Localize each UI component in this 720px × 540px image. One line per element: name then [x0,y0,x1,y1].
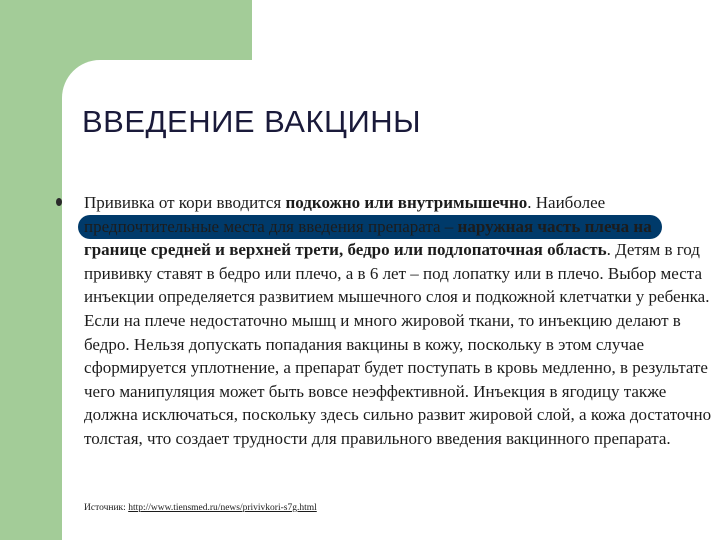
source-label: Источник: [84,503,129,513]
body-paragraph [84,191,716,451]
paragraph-text-3: . Детям в год прививку ставят в бедро или плечо, а в 6 лет – под лопатку или в плечо. Выбор места инъекции определяется развитием мышечного слоя и подкожной клетчатки у ребенка. Если на плече недостаточно мышц и много жировой ткани, то инъекцию делают в бедро. Нельзя допускать попадания вакцины в кожу, поскольку в этом случае сформируется уплотнение, а препарат будет поступать в кровь медленно, в результате чего манипуляция может быть вовсе неэффективной. Инъекция в ягодицу также должна исключаться, поскольку здесь сильно развит жировой слой, а кожа достаточно толстая, что создает трудности для правильного введения вакцинного препарата. [84,240,712,448]
source-link[interactable]: http://www.tiensmed.ru/news/privivkori-s7g.html [128,503,317,513]
paragraph-bold-2: наружная часть плеча на границе средней и верхней трети, бедро или подлопаточная область [84,216,652,260]
paragraph-text-2: . Наиболее предпочтительные места для введения препарата – [84,193,606,236]
source-citation [84,503,317,513]
bullet-icon [56,198,62,206]
paragraph-text-1: Прививка от кори вводится [84,193,286,212]
paragraph-bold-1: подкожно или внутримышечно [285,193,528,212]
slide-title: ВВЕДЕНИЕ ВАКЦИНЫ [82,104,422,139]
